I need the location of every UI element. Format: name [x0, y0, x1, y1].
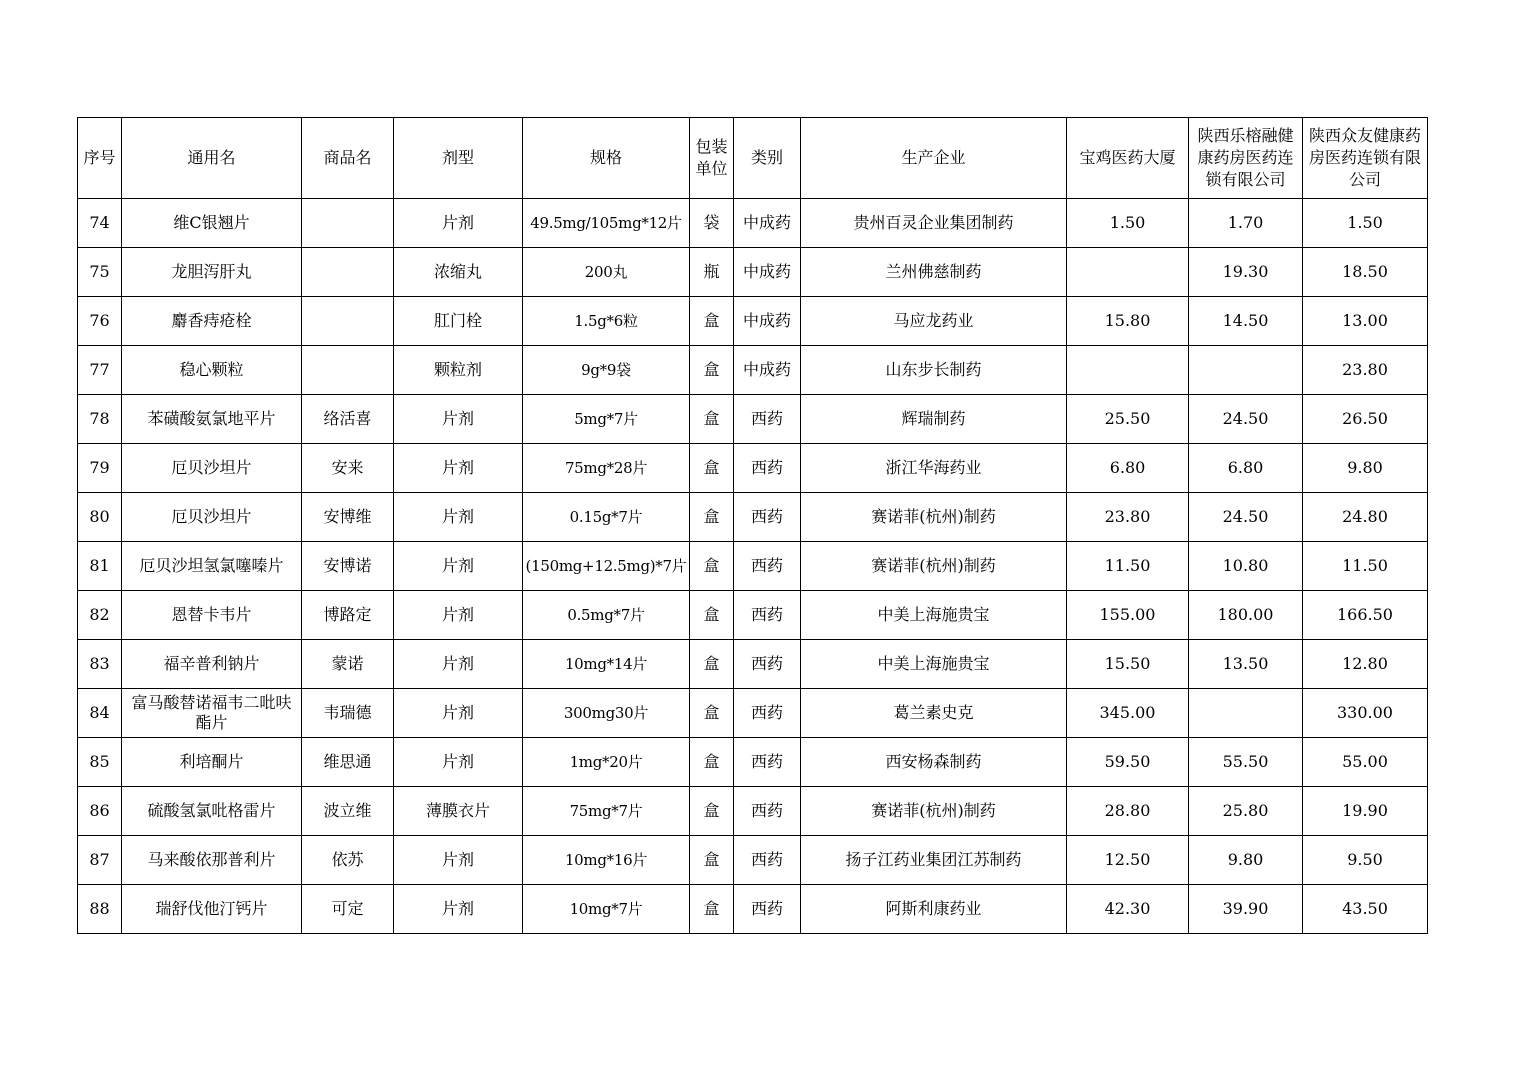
- cell-price-store-2: 13.50: [1189, 640, 1303, 689]
- cell-generic-name: 维C银翘片: [122, 199, 302, 248]
- cell-manufacturer: 西安杨森制药: [801, 738, 1067, 787]
- cell-dosage-form: 颗粒剂: [394, 346, 523, 395]
- header-specification: 规格: [523, 118, 690, 199]
- cell-index: 84: [78, 689, 122, 738]
- table-row: [78, 640, 1428, 689]
- cell-generic-name: 恩替卡韦片: [122, 591, 302, 640]
- cell-specification: 200丸: [523, 248, 690, 297]
- cell-manufacturer: 葛兰素史克: [801, 689, 1067, 738]
- cell-generic-name: 厄贝沙坦片: [122, 493, 302, 542]
- cell-price-store-1: 15.50: [1067, 640, 1189, 689]
- cell-category: 中成药: [734, 297, 801, 346]
- cell-category: 西药: [734, 640, 801, 689]
- cell-price-store-2: 39.90: [1189, 885, 1303, 934]
- cell-price-store-2: 14.50: [1189, 297, 1303, 346]
- cell-manufacturer: 贵州百灵企业集团制药: [801, 199, 1067, 248]
- cell-price-store-3: 23.80: [1303, 346, 1428, 395]
- cell-price-store-1: 28.80: [1067, 787, 1189, 836]
- cell-price-store-3: 43.50: [1303, 885, 1428, 934]
- table-row: [78, 199, 1428, 248]
- cell-brand-name: [302, 199, 394, 248]
- cell-manufacturer: 赛诺菲(杭州)制药: [801, 542, 1067, 591]
- cell-price-store-3: 9.50: [1303, 836, 1428, 885]
- cell-specification: 10mg*7片: [523, 885, 690, 934]
- cell-specification: 300mg30片: [523, 689, 690, 738]
- cell-index: 81: [78, 542, 122, 591]
- cell-index: 82: [78, 591, 122, 640]
- cell-manufacturer: 马应龙药业: [801, 297, 1067, 346]
- cell-index: 83: [78, 640, 122, 689]
- cell-category: 西药: [734, 542, 801, 591]
- cell-brand-name: 博路定: [302, 591, 394, 640]
- cell-index: 79: [78, 444, 122, 493]
- cell-price-store-1: [1067, 346, 1189, 395]
- cell-category: 西药: [734, 689, 801, 738]
- cell-price-store-2: 1.70: [1189, 199, 1303, 248]
- cell-price-store-3: 13.00: [1303, 297, 1428, 346]
- cell-package-unit: 盒: [690, 738, 734, 787]
- cell-specification: 1.5g*6粒: [523, 297, 690, 346]
- cell-package-unit: 盒: [690, 346, 734, 395]
- cell-price-store-3: 24.80: [1303, 493, 1428, 542]
- cell-specification: 1mg*20片: [523, 738, 690, 787]
- cell-package-unit: 盒: [690, 297, 734, 346]
- cell-category: 西药: [734, 836, 801, 885]
- cell-price-store-3: 12.80: [1303, 640, 1428, 689]
- cell-generic-name: 富马酸替诺福韦二吡呋酯片: [122, 689, 302, 738]
- cell-package-unit: 盒: [690, 885, 734, 934]
- cell-price-store-3: 26.50: [1303, 395, 1428, 444]
- cell-specification: 0.5mg*7片: [523, 591, 690, 640]
- cell-dosage-form: 片剂: [394, 689, 523, 738]
- price-table: [77, 117, 1428, 934]
- cell-brand-name: 安博诺: [302, 542, 394, 591]
- cell-brand-name: [302, 248, 394, 297]
- cell-manufacturer: 兰州佛慈制药: [801, 248, 1067, 297]
- cell-price-store-3: 18.50: [1303, 248, 1428, 297]
- cell-package-unit: 盒: [690, 689, 734, 738]
- table-row: [78, 836, 1428, 885]
- cell-index: 77: [78, 346, 122, 395]
- table-row: [78, 542, 1428, 591]
- cell-manufacturer: 辉瑞制药: [801, 395, 1067, 444]
- cell-price-store-1: [1067, 248, 1189, 297]
- cell-dosage-form: 片剂: [394, 836, 523, 885]
- header-row: [78, 118, 1428, 199]
- cell-price-store-1: 11.50: [1067, 542, 1189, 591]
- cell-dosage-form: 片剂: [394, 444, 523, 493]
- cell-price-store-2: 180.00: [1189, 591, 1303, 640]
- cell-price-store-1: 23.80: [1067, 493, 1189, 542]
- cell-price-store-3: 9.80: [1303, 444, 1428, 493]
- cell-index: 76: [78, 297, 122, 346]
- cell-category: 西药: [734, 444, 801, 493]
- cell-price-store-3: 19.90: [1303, 787, 1428, 836]
- cell-brand-name: 韦瑞德: [302, 689, 394, 738]
- cell-price-store-2: [1189, 346, 1303, 395]
- table-row: [78, 885, 1428, 934]
- cell-manufacturer: 中美上海施贵宝: [801, 640, 1067, 689]
- cell-manufacturer: 赛诺菲(杭州)制药: [801, 493, 1067, 542]
- cell-manufacturer: 赛诺菲(杭州)制药: [801, 787, 1067, 836]
- cell-specification: (150mg+12.5mg)*7片: [523, 542, 690, 591]
- cell-price-store-2: 6.80: [1189, 444, 1303, 493]
- table-row: [78, 297, 1428, 346]
- cell-brand-name: [302, 346, 394, 395]
- cell-brand-name: 安博维: [302, 493, 394, 542]
- cell-brand-name: 安来: [302, 444, 394, 493]
- cell-category: 西药: [734, 738, 801, 787]
- table-row: [78, 738, 1428, 787]
- cell-price-store-2: 19.30: [1189, 248, 1303, 297]
- cell-package-unit: 瓶: [690, 248, 734, 297]
- cell-generic-name: 硫酸氢氯吡格雷片: [122, 787, 302, 836]
- cell-brand-name: 可定: [302, 885, 394, 934]
- cell-manufacturer: 阿斯利康药业: [801, 885, 1067, 934]
- cell-price-store-1: 345.00: [1067, 689, 1189, 738]
- table-row: [78, 591, 1428, 640]
- cell-package-unit: 袋: [690, 199, 734, 248]
- cell-price-store-3: 166.50: [1303, 591, 1428, 640]
- cell-category: 中成药: [734, 346, 801, 395]
- table-row: [78, 395, 1428, 444]
- cell-package-unit: 盒: [690, 395, 734, 444]
- cell-price-store-3: 330.00: [1303, 689, 1428, 738]
- cell-category: 西药: [734, 395, 801, 444]
- cell-price-store-1: 15.80: [1067, 297, 1189, 346]
- table-body: [78, 199, 1428, 934]
- cell-manufacturer: 浙江华海药业: [801, 444, 1067, 493]
- table-row: [78, 787, 1428, 836]
- cell-brand-name: 蒙诺: [302, 640, 394, 689]
- cell-brand-name: 维思通: [302, 738, 394, 787]
- cell-specification: 75mg*28片: [523, 444, 690, 493]
- cell-generic-name: 龙胆泻肝丸: [122, 248, 302, 297]
- cell-price-store-2: 24.50: [1189, 493, 1303, 542]
- cell-manufacturer: 中美上海施贵宝: [801, 591, 1067, 640]
- cell-package-unit: 盒: [690, 542, 734, 591]
- cell-index: 75: [78, 248, 122, 297]
- cell-generic-name: 苯磺酸氨氯地平片: [122, 395, 302, 444]
- cell-specification: 49.5mg/105mg*12片: [523, 199, 690, 248]
- cell-index: 87: [78, 836, 122, 885]
- cell-specification: 9g*9袋: [523, 346, 690, 395]
- header-store-1: 宝鸡医药大厦: [1067, 118, 1189, 199]
- cell-index: 88: [78, 885, 122, 934]
- cell-generic-name: 马来酸依那普利片: [122, 836, 302, 885]
- cell-package-unit: 盒: [690, 493, 734, 542]
- header-brand-name: 商品名: [302, 118, 394, 199]
- header-manufacturer: 生产企业: [801, 118, 1067, 199]
- cell-price-store-2: 25.80: [1189, 787, 1303, 836]
- cell-index: 80: [78, 493, 122, 542]
- table-row: [78, 689, 1428, 738]
- cell-price-store-3: 1.50: [1303, 199, 1428, 248]
- cell-dosage-form: 片剂: [394, 199, 523, 248]
- cell-category: 西药: [734, 885, 801, 934]
- cell-dosage-form: 薄膜衣片: [394, 787, 523, 836]
- cell-index: 74: [78, 199, 122, 248]
- cell-dosage-form: 片剂: [394, 493, 523, 542]
- cell-generic-name: 瑞舒伐他汀钙片: [122, 885, 302, 934]
- cell-package-unit: 盒: [690, 444, 734, 493]
- cell-manufacturer: 扬子江药业集团江苏制药: [801, 836, 1067, 885]
- cell-package-unit: 盒: [690, 591, 734, 640]
- header-store-2: 陕西乐榕融健康药房医药连锁有限公司: [1189, 118, 1303, 199]
- header-dosage-form: 剂型: [394, 118, 523, 199]
- cell-index: 78: [78, 395, 122, 444]
- table-row: [78, 444, 1428, 493]
- cell-dosage-form: 片剂: [394, 591, 523, 640]
- cell-generic-name: 厄贝沙坦片: [122, 444, 302, 493]
- cell-price-store-3: 11.50: [1303, 542, 1428, 591]
- cell-generic-name: 稳心颗粒: [122, 346, 302, 395]
- cell-specification: 10mg*16片: [523, 836, 690, 885]
- cell-price-store-1: 155.00: [1067, 591, 1189, 640]
- cell-brand-name: [302, 297, 394, 346]
- cell-brand-name: 依苏: [302, 836, 394, 885]
- header-index: 序号: [78, 118, 122, 199]
- cell-specification: 10mg*14片: [523, 640, 690, 689]
- cell-dosage-form: 肛门栓: [394, 297, 523, 346]
- cell-generic-name: 厄贝沙坦氢氯噻嗪片: [122, 542, 302, 591]
- cell-generic-name: 利培酮片: [122, 738, 302, 787]
- cell-index: 85: [78, 738, 122, 787]
- cell-price-store-3: 55.00: [1303, 738, 1428, 787]
- cell-price-store-1: 6.80: [1067, 444, 1189, 493]
- cell-index: 86: [78, 787, 122, 836]
- cell-brand-name: 波立维: [302, 787, 394, 836]
- cell-price-store-2: 55.50: [1189, 738, 1303, 787]
- cell-category: 中成药: [734, 248, 801, 297]
- header-generic-name: 通用名: [122, 118, 302, 199]
- cell-package-unit: 盒: [690, 787, 734, 836]
- cell-price-store-2: [1189, 689, 1303, 738]
- cell-category: 西药: [734, 493, 801, 542]
- cell-category: 西药: [734, 591, 801, 640]
- cell-dosage-form: 片剂: [394, 885, 523, 934]
- cell-price-store-1: 42.30: [1067, 885, 1189, 934]
- cell-dosage-form: 片剂: [394, 542, 523, 591]
- cell-price-store-2: 9.80: [1189, 836, 1303, 885]
- cell-category: 中成药: [734, 199, 801, 248]
- cell-dosage-form: 片剂: [394, 395, 523, 444]
- cell-generic-name: 福辛普利钠片: [122, 640, 302, 689]
- cell-generic-name: 麝香痔疮栓: [122, 297, 302, 346]
- cell-price-store-2: 24.50: [1189, 395, 1303, 444]
- cell-price-store-1: 59.50: [1067, 738, 1189, 787]
- cell-manufacturer: 山东步长制药: [801, 346, 1067, 395]
- cell-package-unit: 盒: [690, 640, 734, 689]
- cell-specification: 75mg*7片: [523, 787, 690, 836]
- cell-dosage-form: 片剂: [394, 640, 523, 689]
- cell-specification: 0.15g*7片: [523, 493, 690, 542]
- cell-brand-name: 络活喜: [302, 395, 394, 444]
- cell-specification: 5mg*7片: [523, 395, 690, 444]
- cell-category: 西药: [734, 787, 801, 836]
- table-row: [78, 346, 1428, 395]
- cell-price-store-2: 10.80: [1189, 542, 1303, 591]
- header-category: 类别: [734, 118, 801, 199]
- header-store-3: 陕西众友健康药房医药连锁有限公司: [1303, 118, 1428, 199]
- cell-price-store-1: 1.50: [1067, 199, 1189, 248]
- table-row: [78, 493, 1428, 542]
- table-row: [78, 248, 1428, 297]
- cell-dosage-form: 片剂: [394, 738, 523, 787]
- cell-package-unit: 盒: [690, 836, 734, 885]
- cell-price-store-1: 12.50: [1067, 836, 1189, 885]
- cell-price-store-1: 25.50: [1067, 395, 1189, 444]
- cell-dosage-form: 浓缩丸: [394, 248, 523, 297]
- header-package-unit: 包装单位: [690, 118, 734, 199]
